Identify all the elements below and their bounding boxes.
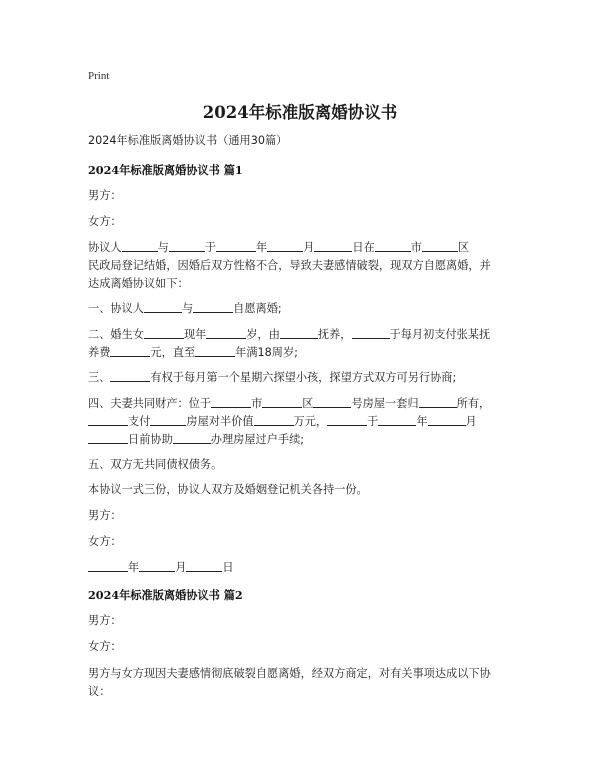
text-segment: 房屋对半价值 [186, 415, 254, 428]
clause-5: 五、双方无共同债权债务。 [88, 458, 223, 471]
fill-blank [327, 413, 367, 426]
fill-blank [428, 413, 466, 426]
text-segment: 日在 [352, 241, 375, 254]
male-party-line: 男方： [88, 614, 122, 627]
fill-blank [110, 369, 150, 382]
text-segment: 与 [157, 241, 169, 254]
fill-blank [150, 413, 186, 426]
text-segment: 区 [302, 397, 314, 410]
document-subtitle: 2024年标准版离婚协议书（通用30篇） [88, 134, 288, 147]
fill-blank [267, 239, 303, 252]
clause-1 [88, 299, 518, 319]
fill-blank [173, 431, 211, 444]
text-segment: 区 [457, 241, 470, 254]
text-segment: 市 [410, 241, 422, 254]
text-segment: 年 [255, 241, 268, 254]
clause-3 [88, 368, 518, 388]
fill-blank [375, 239, 411, 252]
text-segment: 协议人 [88, 241, 122, 254]
fill-blank [313, 395, 351, 408]
paragraph-line: 达成离婚协议如下： [88, 277, 189, 290]
section-heading: 2024年标准版离婚协议书 篇1 [88, 163, 243, 177]
text-segment: 养费 [88, 346, 111, 359]
clause-2 [88, 325, 518, 345]
text-segment: 三、 [88, 371, 111, 384]
paragraph-line: 民政局登记结婚，因婚后双方性格不合，导致夫妻感情破裂，现双方自愿离婚，并 [88, 259, 491, 272]
fill-blank [122, 239, 158, 252]
fill-blank [378, 413, 416, 426]
text-segment: 所有， [456, 397, 491, 410]
paragraph-line: 议： [88, 685, 111, 698]
fill-blank [352, 326, 390, 339]
fill-blank [262, 395, 302, 408]
clause-4-cont [88, 430, 518, 450]
text-segment: 抚养， [317, 328, 352, 341]
paragraph-line: 男方与女方现因夫妻感情彻底破裂自愿离婚，经双方商定，对有关事项达成以下协 [88, 667, 491, 680]
fill-blank [314, 239, 352, 252]
fill-blank [206, 326, 246, 339]
paragraph-line [88, 238, 518, 258]
text-segment: 于 [204, 241, 216, 254]
clause-2-cont [88, 343, 518, 363]
text-segment: 年 [416, 415, 428, 428]
date-line [88, 558, 518, 578]
signature-female: 女方： [88, 535, 122, 548]
clause-4 [88, 394, 518, 414]
fill-blank [422, 239, 458, 252]
fill-blank [211, 395, 251, 408]
fill-blank [216, 239, 256, 252]
fill-blank [139, 559, 175, 572]
fill-blank [169, 239, 205, 252]
text-segment: 月 [465, 415, 477, 428]
text-segment: 岁，由 [246, 328, 280, 341]
text-segment: 一、协议人 [88, 302, 144, 315]
fill-blank [419, 395, 457, 408]
fill-blank [144, 300, 182, 313]
text-segment: 年 [128, 561, 140, 574]
fill-blank [88, 431, 128, 444]
female-party-line: 女方： [88, 215, 122, 228]
print-label: Print [88, 70, 110, 82]
text-segment: 自愿离婚; [233, 302, 282, 315]
text-segment: 号房屋一套归 [351, 397, 419, 410]
text-segment: 元，直至 [150, 346, 196, 359]
fill-blank [144, 326, 184, 339]
text-segment: 现年 [183, 328, 207, 341]
fill-blank [186, 559, 222, 572]
fill-blank [280, 326, 318, 339]
text-segment: 办理房屋过户手续; [210, 433, 305, 446]
closing-statement: 本协议一式三份，协议人双方及婚姻登记机关各持一份。 [88, 483, 368, 496]
text-segment: 月 [175, 561, 187, 574]
signature-male: 男方： [88, 509, 122, 522]
text-segment: 日 [222, 561, 234, 574]
fill-blank [88, 413, 128, 426]
text-segment: 二、婚生女 [88, 328, 144, 341]
fill-blank [110, 344, 150, 357]
text-segment: 于 [367, 415, 379, 428]
text-segment: 万元， [293, 415, 328, 428]
text-segment: 于每月初支付张某抚 [389, 328, 491, 341]
male-party-line: 男方： [88, 189, 122, 202]
female-party-line: 女方： [88, 640, 122, 653]
fill-blank [195, 344, 235, 357]
page-title: 2024年标准版离婚协议书 [202, 103, 398, 122]
text-segment: 与 [181, 302, 194, 315]
text-segment: 有权于每月第一个星期六探望小孩，探望方式双方可另行协商; [150, 371, 457, 384]
text-segment: 日前协助 [128, 433, 173, 446]
fill-blank [254, 413, 294, 426]
text-segment: 支付 [128, 415, 151, 428]
section-heading: 2024年标准版离婚协议书 篇2 [88, 588, 243, 602]
text-segment: 市 [251, 397, 263, 410]
fill-blank [88, 559, 128, 572]
text-segment: 月 [303, 241, 315, 254]
text-segment: 年满18周岁; [235, 346, 298, 359]
clause-4-cont [88, 412, 518, 432]
fill-blank [193, 300, 233, 313]
text-segment: 四、夫妻共同财产：位于 [88, 397, 212, 410]
